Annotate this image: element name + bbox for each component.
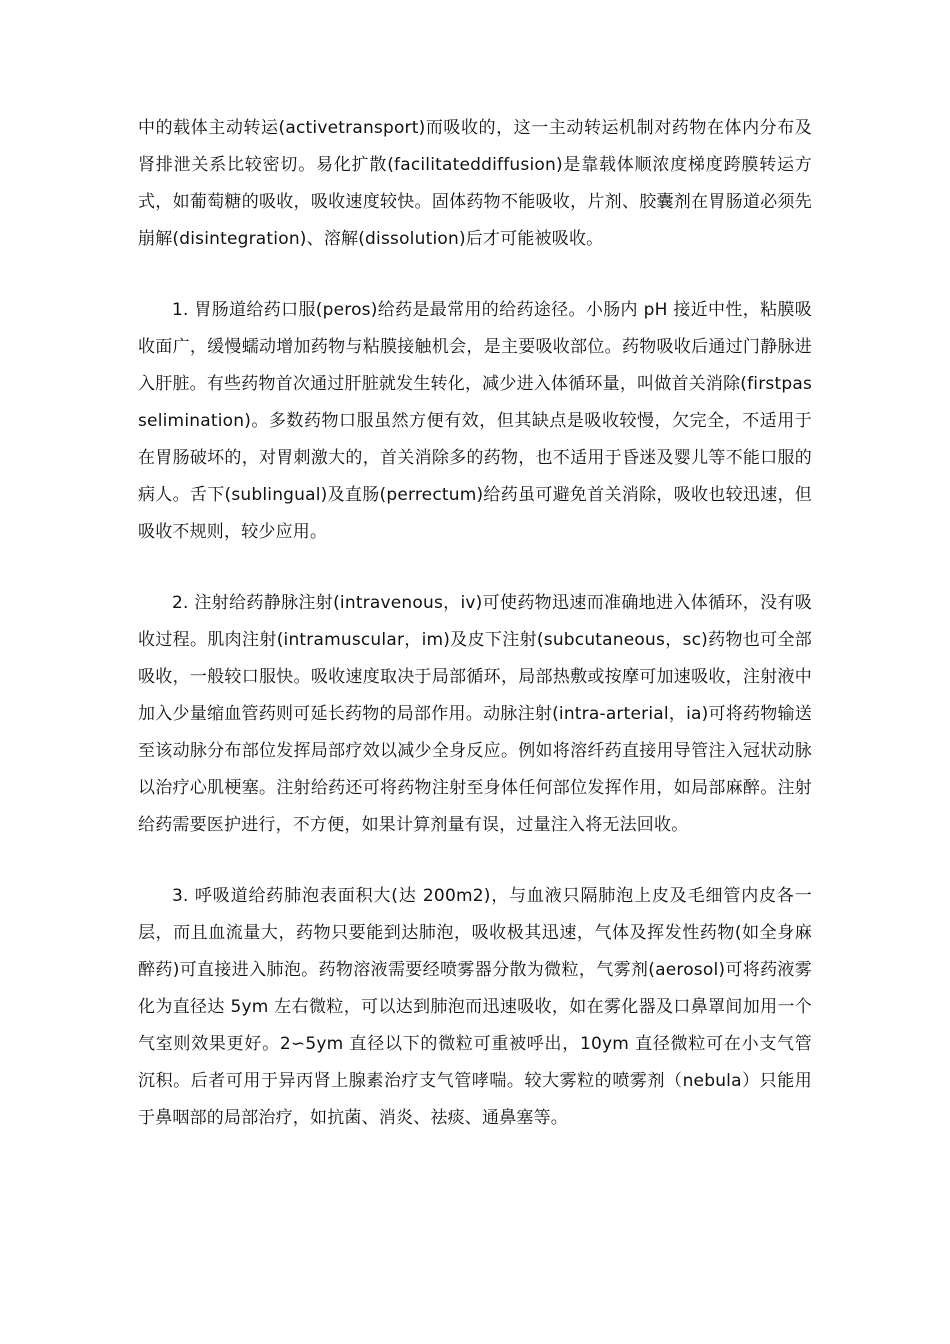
paragraph-injection-administration: 2. 注射给药静脉注射(intravenous，iv)可使药物迅速而准确地进入体循环，没有吸收过程。肌肉注射(intramuscular，im)及皮下注射(subcutaneous，sc)药物也可全部吸收，一般较口服快。吸收速度取决于局部循环，局部热敷或按摩可加速吸收，注射液中加入少量缩血管药则可延长药物的局部作用。动脉注射(intra-arterial，ia)可将药物输送至该动脉分布部位发挥局部疗效以减少全身反应。例如将溶纤药直接用导管注入冠状动脉以治疗心肌梗塞。注射给药还可将药物注射至身体任何部位发挥作用，如局部麻醉。注射给药需要医护进行，不方便，如果计算剂量有误，过量注入将无法回收。 (138, 593, 812, 835)
paragraph-respiratory-administration: 3. 呼吸道给药肺泡表面积大(达 200m2)，与血液只隔肺泡上皮及毛细管内皮各一层，而且血流量大，药物只要能到达肺泡，吸收极其迅速，气体及挥发性药物(如全身麻醉药)可直接进入肺泡。药物溶液需要经喷雾器分散为微粒，气雾剂(aerosol)可将药液雾化为直径达 5ym 左右微粒，可以达到肺泡而迅速吸收，如在雾化器及口鼻罩间加用一个气室则效果更好。2∽5ym 直径以下的微粒可重被呼出，10ym 直径微粒可在小支气管沉积。后者可用于异丙肾上腺素治疗支气管哮喘。较大雾粒的喷雾剂（nebula）只能用于鼻咽部的局部治疗，如抗菌、消炎、祛痰、通鼻塞等。 (138, 886, 812, 1128)
paragraph-absorption-mechanisms: 中的载体主动转运(activetransport)而吸收的，这一主动转运机制对药物在体内分布及肾排泄关系比较密切。易化扩散(facilitateddiffusion)是靠载体顺浓度梯度跨膜转运方式，如葡萄糖的吸收，吸收速度较快。固体药物不能吸收，片剂、胶囊剂在胃肠道必须先崩解(disintegration)、溶解(dissolution)后才可能被吸收。 (138, 118, 812, 249)
document-body (138, 110, 812, 1137)
paragraph-oral-administration: 1. 胃肠道给药口服(peros)给药是最常用的给药途径。小肠内 pH 接近中性，粘膜吸收面广，缓慢蠕动增加药物与粘膜接触机会，是主要吸收部位。药物吸收后通过门静脉进入肝脏。有些药物首次通过肝脏就发生转化，减少进入体循环量，叫做首关消除(firstpasselimination)。多数药物口服虽然方便有效，但其缺点是吸收较慢，欠完全，不适用于在胃肠破坏的，对胃刺激大的，首关消除多的药物，也不适用于昏迷及婴儿等不能口服的病人。舌下(sublingual)及直肠(perrectum)给药虽可避免首关消除，吸收也较迅速，但吸收不规则，较少应用。 (138, 300, 812, 542)
